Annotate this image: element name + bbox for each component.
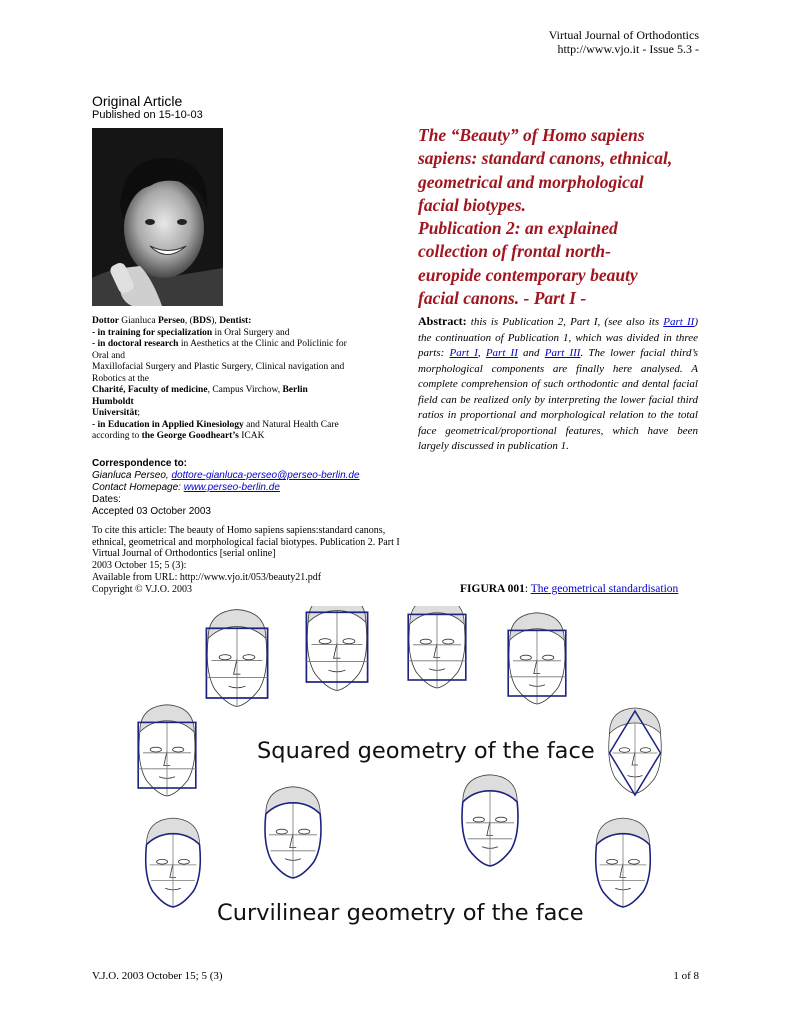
title-line: facial canons. - Part I - bbox=[418, 288, 587, 309]
abstract-text: and bbox=[517, 347, 545, 359]
affiliation-bold: - in doctoral research bbox=[92, 339, 179, 349]
affiliation-text: according to bbox=[92, 431, 142, 441]
author-degree: BDS bbox=[192, 316, 212, 326]
citation-url: Available from URL: http://www.vjo.it/053/beauty21.pdf bbox=[92, 571, 322, 583]
affiliation-line bbox=[92, 431, 382, 443]
title-line: europide contemporary beauty bbox=[418, 264, 638, 285]
affiliation-text: , Campus Virchow, bbox=[207, 385, 283, 395]
figure-faces bbox=[115, 606, 715, 961]
figure-caption bbox=[460, 583, 678, 595]
face-drawing bbox=[265, 787, 321, 878]
face-drawing bbox=[462, 775, 518, 866]
correspondence-block bbox=[92, 458, 412, 518]
copyright: Copyright © V.J.O. 2003 bbox=[92, 583, 193, 595]
correspondent-name: Gianluca Perseo, bbox=[92, 470, 172, 481]
journal-header bbox=[549, 28, 699, 56]
affiliation-text: in Oral Surgery and bbox=[212, 327, 290, 338]
author-affiliation bbox=[92, 316, 382, 443]
affiliation-line: Oral and bbox=[92, 350, 125, 361]
punct: , bbox=[477, 347, 486, 359]
citation-line: To cite this article: The beauty of Homo sapiens sapiens:standard canons, bbox=[92, 525, 386, 536]
affiliation-bold: Charité, Faculty of medicine bbox=[92, 385, 208, 395]
author-role: Dentist: bbox=[219, 316, 252, 326]
affiliation-line bbox=[92, 328, 382, 340]
article-meta bbox=[92, 93, 203, 122]
punct: , ( bbox=[184, 316, 193, 326]
title-line: collection of frontal north- bbox=[418, 241, 611, 262]
affiliation-line bbox=[92, 408, 382, 420]
citation-line: Virtual Journal of Orthodontics [serial online] bbox=[92, 548, 276, 560]
face-drawing bbox=[508, 613, 566, 704]
affiliation-bold: - in training for specialization bbox=[92, 327, 213, 338]
face-drawing bbox=[306, 606, 367, 691]
affiliation-bold: - in Education in Applied Kinesiology bbox=[92, 419, 244, 430]
face-drawing bbox=[408, 606, 466, 688]
affiliation-line: Robotics at the bbox=[92, 373, 149, 384]
affiliation-text: in Aesthetics at the Clinic and Policlinic for bbox=[178, 339, 347, 349]
email-link[interactable]: dottore-gianluca-perseo@perseo-berlin.de bbox=[171, 470, 360, 481]
face-drawing bbox=[138, 705, 196, 796]
correspondence-email-line bbox=[92, 470, 412, 482]
homepage-link[interactable]: www.perseo-berlin.de bbox=[183, 482, 280, 493]
affiliation-line bbox=[92, 420, 382, 432]
affiliation-line bbox=[92, 339, 382, 351]
author-surname: Perseo bbox=[157, 316, 185, 326]
homepage-label: Contact Homepage: bbox=[92, 482, 184, 493]
face-drawing bbox=[609, 708, 662, 795]
affiliation-text: ICAK bbox=[238, 431, 265, 441]
link-part-ii-b[interactable]: Part II bbox=[485, 347, 518, 359]
page-number: 1 of 8 bbox=[673, 970, 699, 982]
affiliation-line: Maxillofacial Surgery and Plastic Surgery, Clinical navigation and bbox=[92, 362, 345, 372]
title-line: Publication 2: an explained bbox=[418, 218, 618, 239]
affiliation-line bbox=[92, 385, 382, 397]
abstract-text: . The lower facial third’s morphological components are finally here analysed. A complete comprehension of such orthodontic and dental facial field can be realized only by interpreting the lower facial third ratios in proportional and morphological relation to the total face geometrical/proportional features, which have been largely discussed in publication 1. bbox=[418, 347, 699, 452]
affiliation-bold: the George Goodheart’s bbox=[141, 431, 239, 441]
citation-line: ethnical, geometrical and morphological facial biotypes. Publication 2. Part I bbox=[92, 536, 400, 548]
title-line: geometrical and morphological bbox=[418, 171, 644, 192]
homepage-line bbox=[92, 482, 412, 494]
figure-caption-link[interactable]: The geometrical standardisation bbox=[530, 583, 679, 595]
correspondence-heading: Correspondence to: bbox=[92, 458, 188, 469]
link-part-iii[interactable]: Part III bbox=[544, 347, 581, 359]
figure-label: FIGURA 001 bbox=[460, 583, 525, 595]
link-part-ii[interactable]: Part II bbox=[663, 316, 695, 328]
abstract bbox=[418, 314, 698, 455]
citation-block bbox=[92, 525, 412, 595]
article-title bbox=[418, 124, 718, 310]
title-line: The “Beauty” of Homo sapiens bbox=[418, 125, 645, 145]
affiliation-bold: Berlin bbox=[282, 385, 308, 395]
label-squared: Squared geometry of the face bbox=[257, 738, 595, 764]
affiliation-text: and Natural Health Care bbox=[243, 419, 339, 430]
journal-name: Virtual Journal of Orthodontics bbox=[548, 28, 699, 42]
punct: ; bbox=[137, 408, 141, 418]
published-date: Published on 15-10-03 bbox=[92, 109, 203, 121]
accepted-date: Accepted 03 October 2003 bbox=[92, 506, 211, 517]
author-firstname: Gianluca bbox=[118, 316, 158, 326]
label-curvilinear: Curvilinear geometry of the face bbox=[217, 900, 584, 926]
journal-issue: http://www.vjo.it - Issue 5.3 - bbox=[557, 42, 699, 56]
abstract-text: this is Publication 2, Part I, (see also its bbox=[466, 316, 664, 328]
author-title: Dottor bbox=[92, 316, 119, 326]
punct: ), bbox=[211, 316, 220, 326]
footer-citation: V.J.O. 2003 October 15; 5 (3) bbox=[92, 970, 223, 982]
title-line: sapiens: standard canons, ethnical, bbox=[418, 148, 673, 169]
citation-line: 2003 October 15; 5 (3): bbox=[92, 560, 187, 572]
affiliation-line bbox=[92, 397, 382, 409]
dates-label: Dates: bbox=[92, 494, 121, 505]
punct: : bbox=[524, 583, 531, 595]
author-line bbox=[92, 316, 382, 328]
author-photo bbox=[92, 128, 223, 306]
face-drawing bbox=[596, 818, 651, 907]
abstract-text: ) the continuation of Publication 1, which was divided in three parts: bbox=[418, 316, 698, 359]
affiliation-bold: Humboldt bbox=[92, 396, 134, 407]
affiliation-bold: Universität bbox=[92, 408, 138, 418]
abstract-label: Abstract: bbox=[418, 314, 467, 328]
title-line: facial biotypes. bbox=[418, 194, 526, 215]
face-drawing bbox=[146, 818, 201, 907]
article-type: Original Article bbox=[92, 93, 183, 109]
face-drawing bbox=[206, 610, 267, 707]
link-part-i[interactable]: Part I bbox=[449, 347, 478, 359]
